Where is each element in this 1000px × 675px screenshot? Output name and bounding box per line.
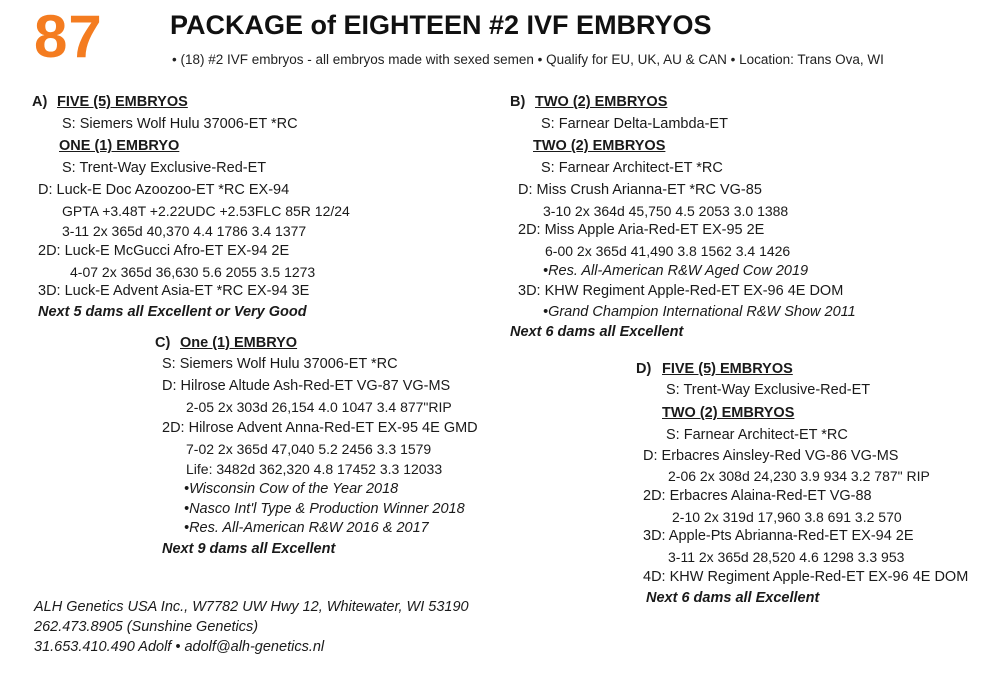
section-b-letter: B): [510, 94, 526, 110]
section-d-heading-2: TWO (2) EMBRYOS: [662, 405, 795, 421]
section-d-3rd-dam: 3D: Apple-Pts Abrianna-Red-ET EX-94 2E: [643, 528, 914, 544]
section-d-dam: D: Erbacres Ainsley-Red VG-86 VG-MS: [643, 448, 899, 464]
section-c-award-1: •Wisconsin Cow of the Year 2018: [184, 481, 399, 497]
section-d-note: Next 6 dams all Excellent: [646, 590, 820, 606]
section-b-heading-2: TWO (2) EMBRYOS: [533, 138, 666, 154]
section-b-sire-2: S: Farnear Architect-ET *RC: [541, 160, 723, 176]
section-d-letter: D): [636, 361, 652, 377]
section-b-2nd-dam: 2D: Miss Apple Aria-Red-ET EX-95 2E: [518, 222, 765, 238]
section-b-sire-1: S: Farnear Delta-Lambda-ET: [541, 116, 728, 132]
section-b-dam-record: 3-10 2x 364d 45,750 4.5 2053 3.0 1388: [543, 203, 789, 219]
section-d-heading: FIVE (5) EMBRYOS: [662, 361, 793, 377]
section-b-3rd-dam-award: •Grand Champion International R&W Show 2011: [543, 304, 856, 320]
section-a-2nd-dam: 2D: Luck-E McGucci Afro-ET EX-94 2E: [38, 243, 290, 259]
section-a-3rd-dam: 3D: Luck-E Advent Asia-ET *RC EX-94 3E: [38, 283, 310, 299]
section-a-sire-1: S: Siemers Wolf Hulu 37006-ET *RC: [62, 116, 298, 132]
section-a-2nd-dam-record: 4-07 2x 365d 36,630 5.6 2055 3.5 1273: [70, 264, 316, 280]
section-c-note: Next 9 dams all Excellent: [162, 541, 336, 557]
section-b-dam: D: Miss Crush Arianna-ET *RC VG-85: [518, 182, 762, 198]
section-c-award-2: •Nasco Int'l Type & Production Winner 2018: [184, 501, 465, 517]
section-d-dam-record: 2-06 2x 308d 24,230 3.9 934 3.2 787" RIP: [668, 468, 930, 484]
section-c-dam-record: 2-05 2x 303d 26,154 4.0 1047 3.4 877"RIP: [186, 399, 452, 415]
section-d-4th-dam: 4D: KHW Regiment Apple-Red-ET EX-96 4E DOM: [643, 569, 969, 585]
section-a-heading-2: ONE (1) EMBRYO: [59, 138, 180, 154]
section-b-2nd-dam-award: •Res. All-American R&W Aged Cow 2019: [543, 263, 809, 279]
footer-contact: 31.653.410.490 Adolf • adolf@alh-genetics.nl: [34, 639, 325, 655]
section-b-3rd-dam: 3D: KHW Regiment Apple-Red-ET EX-96 4E DOM: [518, 283, 844, 299]
section-c-award-3: •Res. All-American R&W 2016 & 2017: [184, 520, 429, 536]
section-a-dam-gpta: GPTA +3.48T +2.22UDC +2.53FLC 85R 12/24: [62, 203, 350, 219]
section-c-sire-1: S: Siemers Wolf Hulu 37006-ET *RC: [162, 356, 398, 372]
section-b-2nd-dam-record: 6-00 2x 365d 41,490 3.8 1562 3.4 1426: [545, 243, 791, 259]
section-a-dam: D: Luck-E Doc Azoozoo-ET *RC EX-94: [38, 182, 290, 198]
section-d-2nd-dam: 2D: Erbacres Alaina-Red-ET VG-88: [643, 488, 872, 504]
section-a-note: Next 5 dams all Excellent or Very Good: [38, 304, 307, 320]
section-a-sire-2: S: Trent-Way Exclusive-Red-ET: [62, 160, 267, 176]
lot-number: 87: [34, 3, 103, 70]
section-a-dam-record: 3-11 2x 365d 40,370 4.4 1786 3.4 1377: [62, 223, 307, 239]
section-d-sire-1: S: Trent-Way Exclusive-Red-ET: [666, 382, 871, 398]
section-c-dam: D: Hilrose Altude Ash-Red-ET VG-87 VG-MS: [162, 378, 451, 394]
section-d-3rd-dam-record: 3-11 2x 365d 28,520 4.6 1298 3.3 953: [668, 549, 905, 565]
footer-phone: 262.473.8905 (Sunshine Genetics): [34, 619, 259, 635]
section-b-heading: TWO (2) EMBRYOS: [535, 94, 668, 110]
section-c-letter: C): [155, 335, 171, 351]
section-b-note: Next 6 dams all Excellent: [510, 324, 684, 340]
section-a-letter: A): [32, 94, 48, 110]
section-c-2nd-dam-lifetime: Life: 3482d 362,320 4.8 17452 3.3 12033: [186, 461, 443, 477]
section-c-2nd-dam: 2D: Hilrose Advent Anna-Red-ET EX-95 4E GMD: [162, 420, 478, 436]
section-d-2nd-dam-record: 2-10 2x 319d 17,960 3.8 691 3.2 570: [672, 509, 902, 525]
section-a-heading: FIVE (5) EMBRYOS: [57, 94, 188, 110]
footer-address: ALH Genetics USA Inc., W7782 UW Hwy 12, Whitewater, WI 53190: [34, 599, 469, 615]
page-subtitle: • (18) #2 IVF embryos - all embryos made with sexed semen • Qualify for EU, UK, AU & CAN • Location: Trans Ova, WI: [172, 52, 884, 67]
section-c-heading: One (1) EMBRYO: [180, 335, 298, 351]
section-c-2nd-dam-record: 7-02 2x 365d 47,040 5.2 2456 3.3 1579: [186, 441, 432, 457]
page-title: PACKAGE of EIGHTEEN #2 IVF EMBRYOS: [170, 10, 712, 40]
section-d-sire-2: S: Farnear Architect-ET *RC: [666, 427, 848, 443]
